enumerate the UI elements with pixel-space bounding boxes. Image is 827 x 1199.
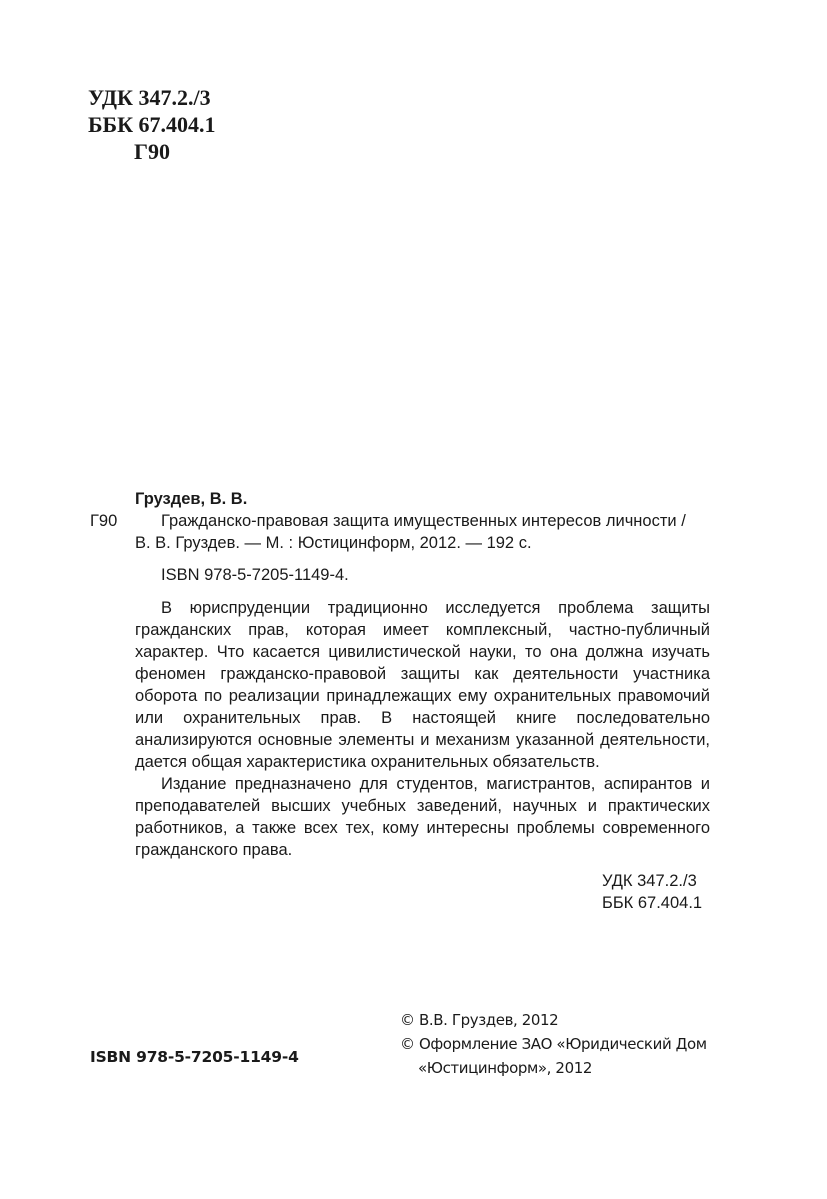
card-author: Груздев, В. В. <box>135 490 248 508</box>
udk-code: УДК 347.2./3 <box>88 85 211 110</box>
isbn-footer: ISBN 978-5-7205-1149-4 <box>90 1048 299 1066</box>
catalog-card-author-sign: Г90 <box>90 512 118 530</box>
classification-header <box>88 84 216 165</box>
author-sign: Г90 <box>134 139 170 164</box>
card-abstract <box>135 597 710 861</box>
card-title-line2: В. В. Груздев. — М. : Юстицинформ, 2012. — 192 с. <box>135 534 532 552</box>
copyright-author: © В.В. Груздев, 2012 <box>400 1011 559 1029</box>
card-title-line1: Гражданско-правовая защита имущественных интересов личности / <box>161 512 686 530</box>
copyright-design-line2: «Юстицинформ», 2012 <box>418 1059 592 1077</box>
bbk-code: ББК 67.404.1 <box>88 112 216 137</box>
abstract-paragraph-1: В юриспруденции традиционно исследуется проблема защиты гражданских прав, которая имеет комплексный, частно-публичный характер. Что касается цивилистической науки, то она должна изучать феномен гражданско-правовой защиты как деятельности участника оборота по реализации принадлежащих ему охранительных правомочий или охранительных прав. В настоящей книге последовательно анализируются основные элементы и механизм указанной деятельности, дается общая характеристика охранительных обязательств. <box>135 599 710 771</box>
card-classification <box>135 870 710 914</box>
catalog-card <box>135 488 710 914</box>
card-udk: УДК 347.2./3 <box>602 872 697 890</box>
card-isbn: ISBN 978-5-7205-1149-4. <box>161 566 349 584</box>
copyright-block <box>400 1008 730 1080</box>
card-bbk: ББК 67.404.1 <box>602 894 703 912</box>
abstract-paragraph-2: Издание предназначено для студентов, магистрантов, аспирантов и преподавателей высших учебных заведений, научных и практических работников, а также всех тех, кому интересны проблемы современного гражданского права. <box>135 775 710 859</box>
copyright-design-line1: © Оформление ЗАО «Юридический Дом <box>400 1035 707 1053</box>
